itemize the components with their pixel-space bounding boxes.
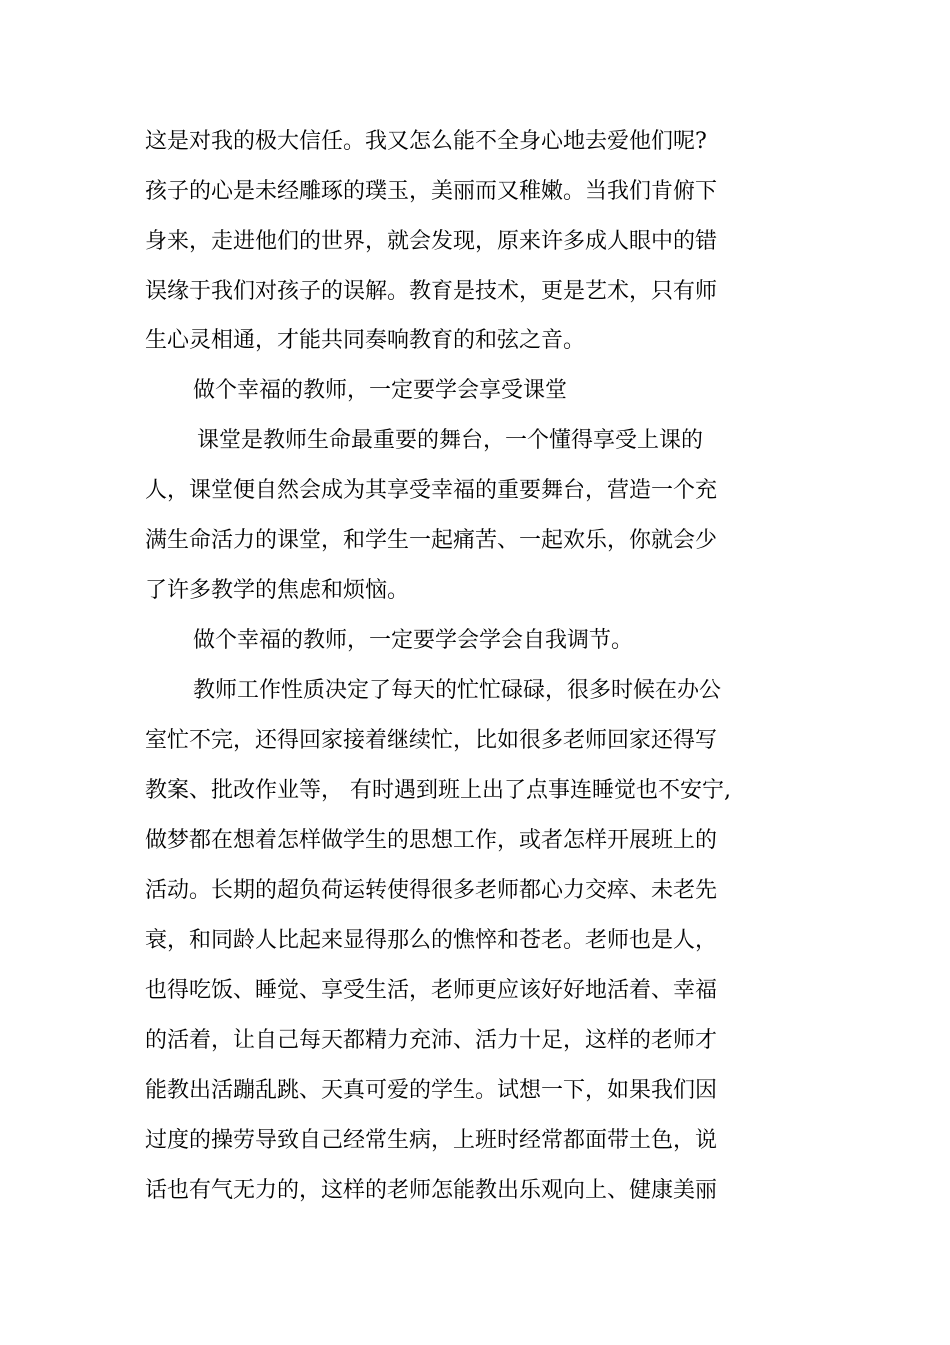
text-line: 能教出活蹦乱跳、天真可爱的学生。试想一下，如果我们因 <box>145 1078 718 1103</box>
text-line: 人，课堂便自然会成为其享受幸福的重要舞台，营造一个充 <box>145 478 718 503</box>
text-line: 身来，走进他们的世界，就会发现，原来许多成人眼中的错 <box>145 229 718 254</box>
text-line: 的活着，让自己每天都精力充沛、活力十足，这样的老师才 <box>145 1028 718 1053</box>
text-line: 这是对我的极大信任。我又怎么能不全身心地去爱他们呢? <box>145 129 707 154</box>
text-line: 孩子的心是未经雕琢的璞玉，美丽而又稚嫩。当我们肯俯下 <box>145 179 718 204</box>
text-line: 也得吃饭、睡觉、享受生活，老师更应该好好地活着、幸福 <box>145 978 718 1003</box>
text-line: 误缘于我们对孩子的误解。教育是技术，更是艺术，只有师 <box>145 279 718 304</box>
text-line: 话也有气无力的，这样的老师怎能教出乐观向上、健康美丽 <box>145 1178 718 1203</box>
text-line: 课堂是教师生命最重要的舞台，一个懂得享受上课的 <box>197 428 704 453</box>
section-heading: 做个幸福的教师，一定要学会享受课堂 <box>193 378 568 403</box>
text-line: 室忙不完，还得回家接着继续忙，比如很多老师回家还得写 <box>145 728 718 753</box>
text-line: 做梦都在想着怎样做学生的思想工作，或者怎样开展班上的 <box>145 828 718 853</box>
text-line: 过度的操劳导致自己经常生病，上班时经常都面带土色，说 <box>145 1128 718 1153</box>
section-heading: 做个幸福的教师，一定要学会学会自我调节。 <box>193 628 634 653</box>
text-line: 活动。长期的超负荷运转使得很多老师都心力交瘁、未老先 <box>145 878 718 903</box>
text-line: 了许多教学的焦虑和烦恼。 <box>145 578 410 603</box>
text-line: 教案、批改作业等， 有时遇到班上出了点事连睡觉也不安宁, <box>145 778 731 803</box>
text-line: 满生命活力的课堂，和学生一起痛苦、一起欢乐，你就会少 <box>145 528 718 553</box>
text-line: 衰，和同龄人比起来显得那么的憔悴和苍老。老师也是人， <box>145 928 718 953</box>
text-line: 教师工作性质决定了每天的忙忙碌碌，很多时候在办公 <box>193 678 722 703</box>
text-line: 生心灵相通，才能共同奏响教育的和弦之音。 <box>145 328 586 353</box>
